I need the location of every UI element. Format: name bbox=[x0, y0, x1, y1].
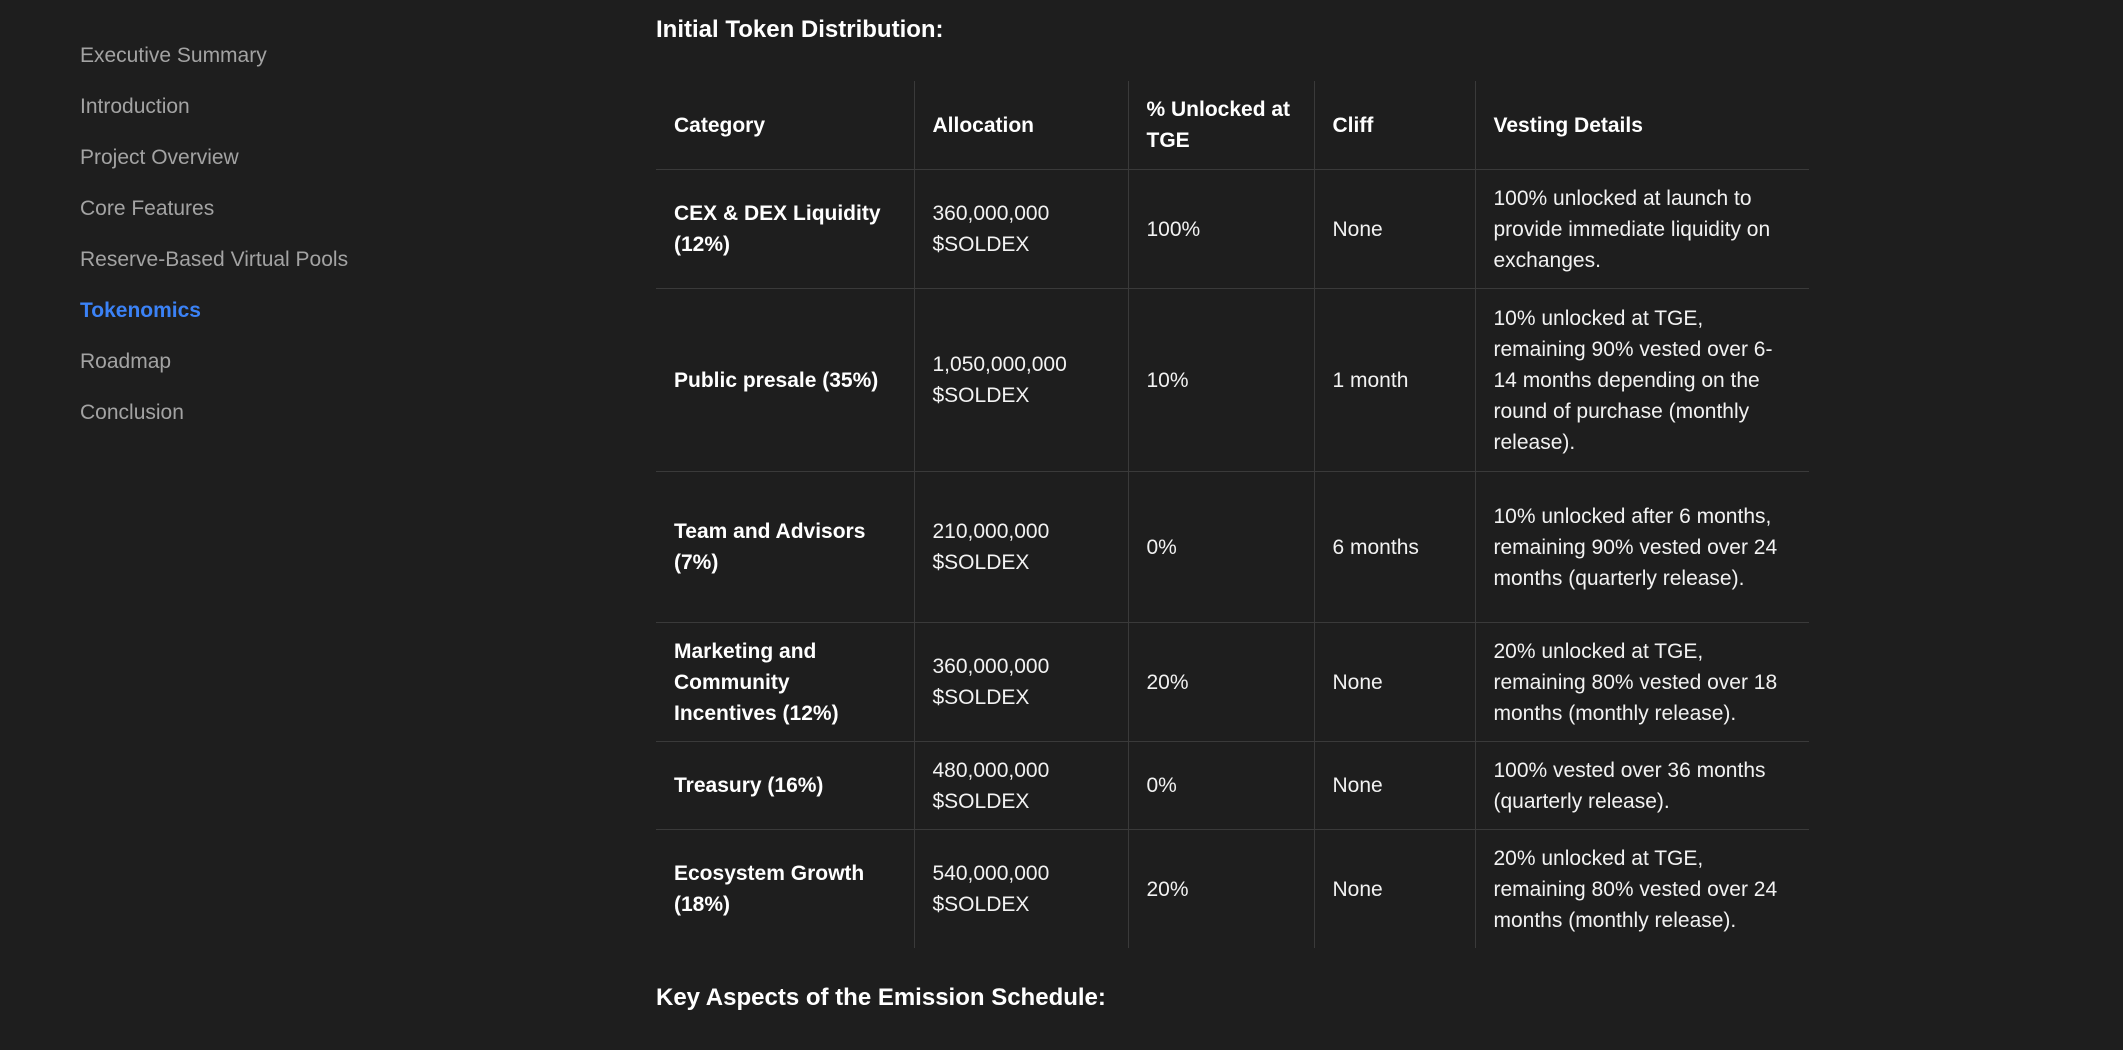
category-cell: Ecosystem Growth (18%) bbox=[674, 862, 865, 916]
column-header-allocation: Allocation bbox=[914, 81, 1128, 170]
sidebar-item-roadmap[interactable]: Roadmap bbox=[80, 350, 172, 373]
cliff-cell: None bbox=[1314, 742, 1475, 830]
allocation-cell: 540,000,000 $SOLDEX bbox=[914, 830, 1128, 949]
sidebar-item-executive-summary[interactable]: Executive Summary bbox=[80, 44, 267, 67]
unlocked-cell: 0% bbox=[1128, 742, 1314, 830]
allocation-cell: 480,000,000 $SOLDEX bbox=[914, 742, 1128, 830]
column-header-vesting-details: Vesting Details bbox=[1475, 81, 1809, 170]
distribution-heading: Initial Token Distribution: bbox=[656, 16, 944, 43]
unlocked-cell: 20% bbox=[1128, 830, 1314, 949]
token-distribution-table bbox=[656, 81, 1809, 948]
cliff-cell: None bbox=[1314, 830, 1475, 949]
allocation-cell: 360,000,000 $SOLDEX bbox=[914, 623, 1128, 742]
allocation-cell: 360,000,000 $SOLDEX bbox=[914, 170, 1128, 289]
sidebar-item-introduction[interactable]: Introduction bbox=[80, 95, 190, 118]
cliff-cell: 6 months bbox=[1314, 472, 1475, 623]
sidebar-item-conclusion[interactable]: Conclusion bbox=[80, 401, 184, 424]
sidebar-item-core-features[interactable]: Core Features bbox=[80, 197, 215, 220]
vesting-cell: 10% unlocked after 6 months, remaining 90% vested over 24 months (quarterly release). bbox=[1475, 472, 1809, 623]
vesting-cell: 100% unlocked at launch to provide immediate liquidity on exchanges. bbox=[1475, 170, 1809, 289]
table-row bbox=[656, 623, 1809, 742]
category-cell: Public presale (35%) bbox=[656, 289, 914, 472]
sidebar-item-reserve-based-virtual-pools[interactable]: Reserve-Based Virtual Pools bbox=[80, 248, 349, 271]
allocation-cell: 210,000,000 $SOLDEX bbox=[914, 472, 1128, 623]
cliff-cell: 1 month bbox=[1314, 289, 1475, 472]
category-cell: Marketing and Community Incentives (12%) bbox=[656, 623, 914, 742]
table-row bbox=[656, 472, 1809, 623]
vesting-cell: 20% unlocked at TGE, remaining 80% vested over 18 months (monthly release). bbox=[1475, 623, 1809, 742]
vesting-cell: 10% unlocked at TGE, remaining 90% vested over 6-14 months depending on the round of purchase (monthly release). bbox=[1475, 289, 1809, 472]
column-header-category: Category bbox=[656, 81, 914, 170]
table-header-row bbox=[656, 81, 1809, 170]
vesting-cell: 100% vested over 36 months (quarterly release). bbox=[1475, 742, 1809, 830]
sidebar-nav bbox=[80, 30, 530, 438]
column-header-cliff: Cliff bbox=[1314, 81, 1475, 170]
sidebar-item-project-overview[interactable]: Project Overview bbox=[80, 146, 239, 169]
category-cell: Team and Advisors (7%) bbox=[656, 472, 914, 623]
cliff-cell: None bbox=[1314, 623, 1475, 742]
emission-schedule-heading: Key Aspects of the Emission Schedule: bbox=[656, 984, 1106, 1011]
column-header-unlocked-at-tge: % Unlocked at TGE bbox=[1128, 81, 1314, 170]
unlocked-cell: 10% bbox=[1128, 289, 1314, 472]
category-cell: Treasury (16%) bbox=[656, 742, 914, 830]
table-row bbox=[656, 289, 1809, 472]
table-row bbox=[656, 170, 1809, 289]
unlocked-cell: 0% bbox=[1128, 472, 1314, 623]
allocation-cell: 1,050,000,000 $SOLDEX bbox=[914, 289, 1128, 472]
table-row bbox=[656, 742, 1809, 830]
sidebar-item-tokenomics[interactable]: Tokenomics bbox=[80, 299, 201, 322]
table-row bbox=[656, 830, 1809, 949]
unlocked-cell: 20% bbox=[1128, 623, 1314, 742]
cliff-cell: None bbox=[1314, 170, 1475, 289]
category-cell: CEX & DEX Liquidity (12%) bbox=[656, 170, 914, 289]
unlocked-cell: 100% bbox=[1128, 170, 1314, 289]
vesting-cell: 20% unlocked at TGE, remaining 80% vested over 24 months (monthly release). bbox=[1475, 830, 1809, 949]
